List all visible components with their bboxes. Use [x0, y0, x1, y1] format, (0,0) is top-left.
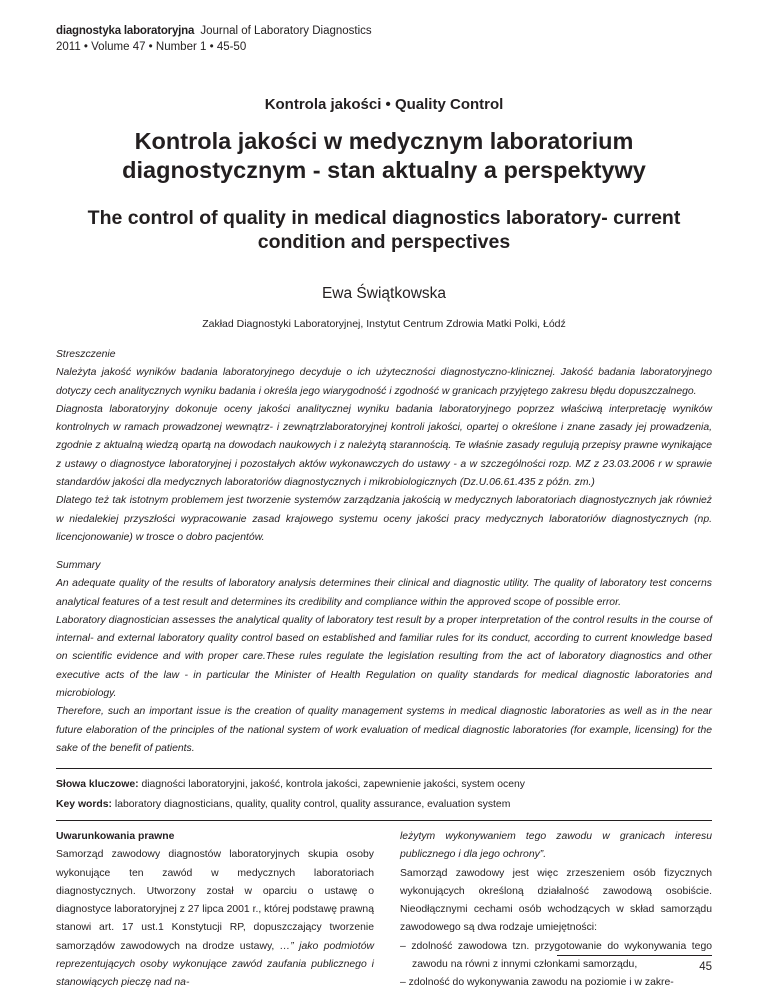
keywords-english: [56, 797, 712, 813]
journal-name: Journal of Laboratory Diagnostics: [200, 25, 372, 37]
author-name: Ewa Świątkowska: [321, 285, 447, 302]
author-affiliation: Zakład Diagnostyki Laboratoryjnej, Instytut Centrum Zdrowia Matki Polki, Łódź: [202, 318, 566, 330]
body-quote: leżytym wykonywaniem tego zawodu w granicach interesu publicznego i dla jego ochrony”.: [400, 831, 712, 861]
journal-brand: diagnostyka laboratoryjna: [56, 25, 195, 37]
section-heading: Uwarunkowania prawne: [56, 831, 175, 842]
keywords-label: Słowa kluczowe:: [56, 779, 139, 790]
abstract-english: [56, 557, 712, 758]
body-text: Samorząd zawodowy diagnostów laboratoryjnych skupia osoby wykonujące ten zawód w medycznych laboratoriach diagnostycznych. Utworzony został w oparciu o ustawę o diagnostyce laboratoryjnej z 27 lipca 2001 r., której podstawę prawną stanowi art. 17 ust.1 Konstytucji RP, dopuszczający tworzenie samorządów zawodowych na drodze ustawy,: [56, 849, 374, 952]
abstract-paragraph: Laboratory diagnostician assesses the analytical quality of laboratory test result by a proper interpretation of the control results in the course of internal- and external laboratory quality control based on established and familiar rules for its conduct, according to current knowledge based on scientific evidence and with proper care.These rules regulate the legislation resulting from the act of laboratory diagnostics and other executive acts of the law - in particular the Minister of Health Regulation on quality standards for medical diagnostic laboratories and microbiology.: [56, 614, 712, 700]
page-number: 45: [699, 961, 712, 973]
list-item: – zdolność do wykonywania zawodu na poziomie i w zakre-: [400, 977, 674, 989]
abstract-paragraph: Therefore, such an important issue is the creation of quality management systems in medical diagnostic laboratories as well as in the near future elaboration of the principles of the national system of work evaluation of medical diagnostic laboratories (for example, licensing) for the sake of the benefit of patients.: [56, 706, 712, 754]
body-column-left: [56, 828, 374, 993]
issue-info: 2011 • Volume 47 • Number 1 • 45-50: [56, 41, 247, 53]
body-column-right: [400, 828, 712, 993]
section-label: Kontrola jakości • Quality Control: [264, 96, 504, 113]
title-english: The control of quality in medical diagnostics laboratory- current condition and perspectives: [87, 207, 681, 253]
abstract-paragraph: Diagnosta laboratoryjny dokonuje oceny jakości analitycznej wyniku badania laboratoryjnego poprzez właściwą interpretację wyników kontrolnych w ramach prowadzonej wewnątrz- i zewnątrzlaboratoryjnej kontroli jakości, opartej o określone i znane zasady jej prowadzenia, zgodnie z aktualną wiedzą opartą na dowodach naukowych i z należytą starannością. Te właśnie zasady regulują przepisy prawne wynikające z ustawy o diagnostyce laboratoryjnej i pozostałych aktów wykonawczych do ustawy - a w szczególności rozp. MZ z 23.03.2006 r w sprawie standardów jakości dla medycznych laboratoriów diagnostycznych i mikrobiologicznych (Dz.U.06.61.435 z późn. zm.): [56, 403, 712, 489]
keywords-label: Key words:: [56, 799, 113, 810]
abstract-paragraph: An adequate quality of the results of laboratory analysis determines their clinical and diagnostic utility. The quality of laboratory test concerns analytical features of a test result and determines its credibility and compliance within the approved scope of possible error.: [56, 578, 712, 608]
divider: [56, 820, 712, 821]
abstract-polish: [56, 346, 712, 547]
list-item: – zdolność zawodowa tzn. przygotowanie do wykonywania tego zawodu na równi z innymi członkami samorządu,: [400, 940, 712, 971]
body-quote: …” jako podmiotów reprezentujących osoby wykonujące zawód zaufania publicznego i stanowiących pieczę nad na-: [56, 940, 374, 989]
abstract-heading: Streszczenie: [56, 349, 116, 360]
journal-masthead: [56, 23, 372, 55]
keywords-polish: [56, 777, 712, 793]
divider: [56, 768, 712, 769]
body-text: Samorząd zawodowy jest więc zrzeszeniem osób fizycznych wykonujących określoną działalność zawodową osobiście. Nieodłącznymi cechami osób wchodzących w skład samorządu zawodowego są dwa rodzaje umiejętności:: [400, 867, 712, 934]
abstract-paragraph: Dlatego też tak istotnym problemem jest tworzenie systemów zarządzania jakością w medycznych laboratoriach diagnostycznych jak również w niedalekiej przyszłości wypracowanie zasad krajowego systemu oceny jakości pracy medycznych laboratoriów diagnostycznych (np. licencjonowanie) w trosce o dobro pacjentów.: [56, 495, 712, 543]
keywords-text: laboratory diagnosticians, quality, quality control, quality assurance, evaluation system: [114, 799, 511, 810]
title-polish: Kontrola jakości w medycznym laboratorium diagnostycznym - stan aktualny a perspektywy: [122, 128, 646, 183]
abstract-paragraph: Należyta jakość wyników badania laboratoryjnego decyduje o ich użyteczności diagnostyczno-klinicznej. Jakość badania laboratoryjnego dotyczy cech analitycznych wyniku badania i określa jego wiarygodność i zgodność w granicach przyjętego zakresu błędu dopuszczalnego.: [56, 367, 712, 397]
footer-rule: [557, 955, 712, 956]
abstract-heading: Summary: [56, 560, 101, 571]
keywords-text: diagności laboratoryjni, jakość, kontrola jakości, zapewnienie jakości, system oceny: [141, 779, 525, 790]
